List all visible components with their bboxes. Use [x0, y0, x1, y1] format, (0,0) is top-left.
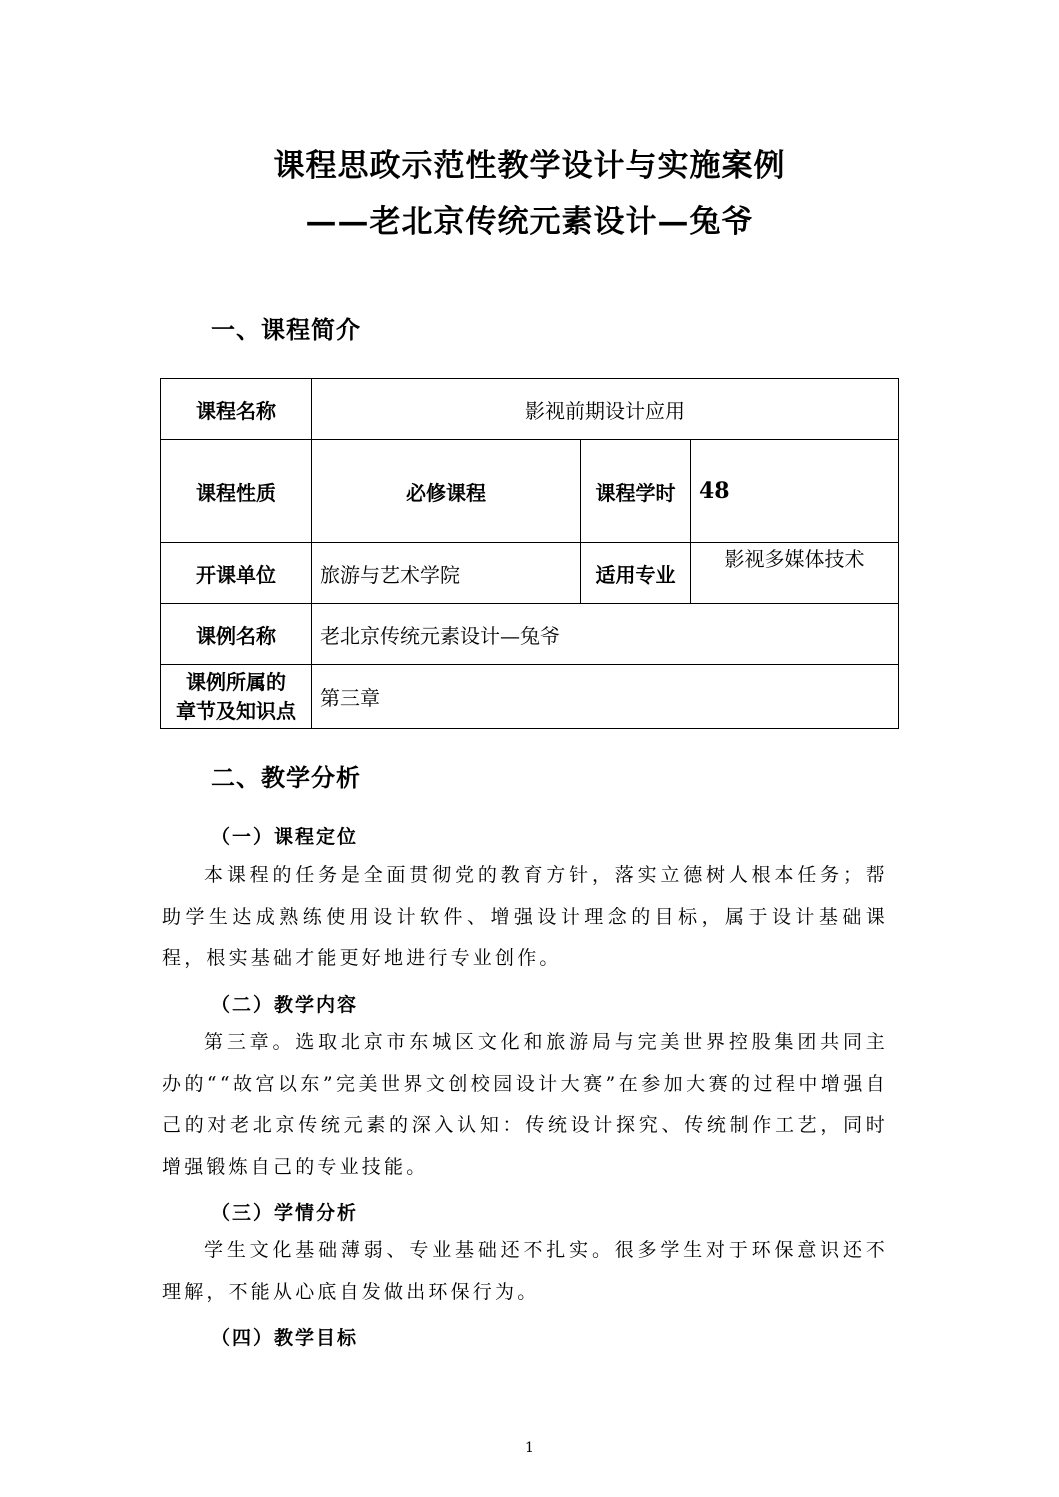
major-label: 适用专业 [581, 543, 691, 604]
major-value: 影视多媒体技术 [691, 543, 899, 604]
chapter-value: 第三章 [312, 665, 899, 729]
department-value: 旅游与艺术学院 [312, 543, 581, 604]
case-name-label: 课例名称 [161, 604, 312, 665]
table-row [161, 440, 899, 543]
document-subtitle: ——老北京传统元素设计—兔爷 [305, 204, 754, 240]
chapter-label [161, 665, 312, 729]
subheading-teaching-goals: （四）教学目标 [211, 1327, 359, 1349]
department-label: 开课单位 [161, 543, 312, 604]
course-nature-value: 必修课程 [312, 440, 581, 543]
course-hours-label: 课程学时 [581, 440, 691, 543]
subheading-course-positioning: （一）课程定位 [211, 826, 359, 848]
case-name-value: 老北京传统元素设计—兔爷 [312, 604, 899, 665]
paragraph-teaching-content: 第三章。选取北京市东城区文化和旅游局与完美世界控股集团共同主办的““故宫以东”完美世界文创校园设计大赛”在参加大赛的过程中增强自己的对老北京传统元素的深入认知：传统设计探究、传统制作工艺，同时增强锻炼自己的专业技能。 [162, 1031, 888, 1178]
course-name-value: 影视前期设计应用 [312, 379, 899, 440]
section-heading-teaching-analysis: 二、教学分析 [211, 763, 361, 792]
paragraph-course-positioning: 本课程的任务是全面贯彻党的教育方针，落实立德树人根本任务；帮助学生达成熟练使用设计软件、增强设计理念的目标，属于设计基础课程，根实基础才能更好地进行专业创作。 [162, 864, 888, 969]
course-hours-value: 48 [691, 440, 899, 543]
table-row [161, 543, 899, 604]
section-heading-course-intro: 一、课程简介 [211, 315, 361, 344]
chapter-label-line2: 章节及知识点 [176, 698, 296, 723]
subheading-student-analysis: （三）学情分析 [211, 1202, 359, 1224]
subheading-teaching-content: （二）教学内容 [211, 994, 359, 1016]
table-row [161, 379, 899, 440]
table-row [161, 665, 899, 729]
page-number: 1 [525, 1440, 534, 1456]
course-info-table [160, 378, 899, 729]
table-row [161, 604, 899, 665]
document-title: 课程思政示范性教学设计与实施案例 [273, 148, 786, 184]
course-nature-label: 课程性质 [161, 440, 312, 543]
course-name-label: 课程名称 [161, 379, 312, 440]
chapter-label-line1: 课例所属的 [186, 669, 286, 694]
paragraph-student-analysis: 学生文化基础薄弱、专业基础还不扎实。很多学生对于环保意识还不理解，不能从心底自发做出环保行为。 [162, 1239, 888, 1303]
